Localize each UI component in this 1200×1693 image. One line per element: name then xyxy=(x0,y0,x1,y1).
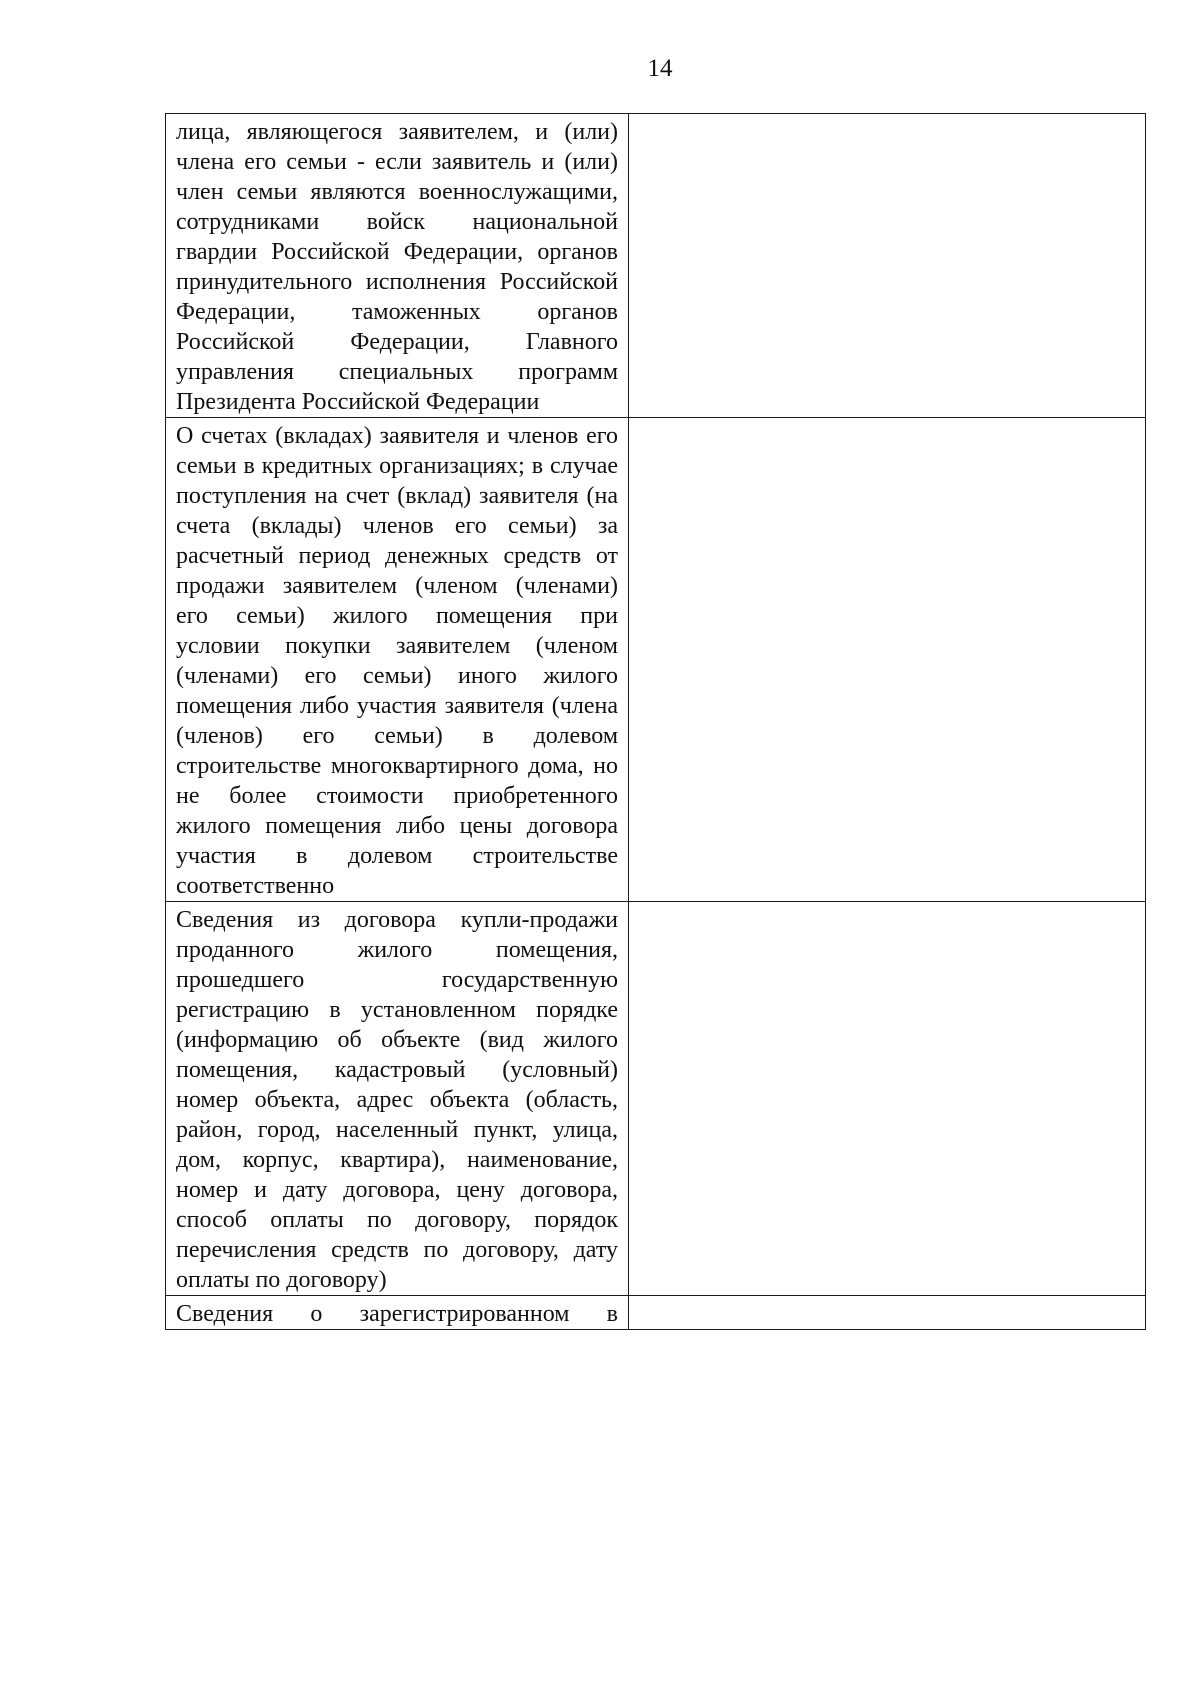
table-row xyxy=(166,1296,1146,1330)
description-cell xyxy=(166,902,629,1296)
description-cell xyxy=(166,418,629,902)
table-row xyxy=(166,902,1146,1296)
row-description: Сведения о зарегистрированном в xyxy=(176,1301,618,1327)
page-number: 14 xyxy=(647,55,673,82)
value-cell xyxy=(629,902,1146,1296)
row-description: Сведения из договора купли-продажи проданного жилого помещения, прошедшего государственную регистрацию в установленном порядке (информацию об объекте (вид жилого помещения, кадастровый (условный) номер объекта, адрес объекта (область, район, город, населенный пункт, улица, дом, корпус, квартира), наименование, номер и дату договора, цену договора, способ оплаты по договору, порядок перечисления средств по договору, дату оплаты по договору) xyxy=(176,907,618,1293)
row-description: О счетах (вкладах) заявителя и членов его семьи в кредитных организациях; в случае поступления на счет (вклад) заявителя (на счета (вклады) членов его семьи) за расчетный период денежных средств от продажи заявителем (членом (членами) его семьи) жилого помещения при условии покупки заявителем (членом (членами) его семьи) иного жилого помещения либо участия заявителя (члена (членов) его семьи) в долевом строительстве многоквартирного дома, но не более стоимости приобретенного жилого помещения либо цены договора участия в долевом строительстве соответственно xyxy=(176,423,618,899)
description-cell xyxy=(166,114,629,418)
documents-table xyxy=(165,113,1146,1330)
table-row xyxy=(166,114,1146,418)
description-cell xyxy=(166,1296,629,1330)
value-cell xyxy=(629,418,1146,902)
value-cell xyxy=(629,114,1146,418)
row-description: лица, являющегося заявителем, и (или) члена его семьи - если заявитель и (или) член семьи являются военнослужащими, сотрудниками войск национальной гвардии Российской Федерации, органов принудительного исполнения Российской Федерации, таможенных органов Российской Федерации, Главного управления специальных программ Президента Российской Федерации xyxy=(176,119,618,415)
value-cell xyxy=(629,1296,1146,1330)
table-row xyxy=(166,418,1146,902)
